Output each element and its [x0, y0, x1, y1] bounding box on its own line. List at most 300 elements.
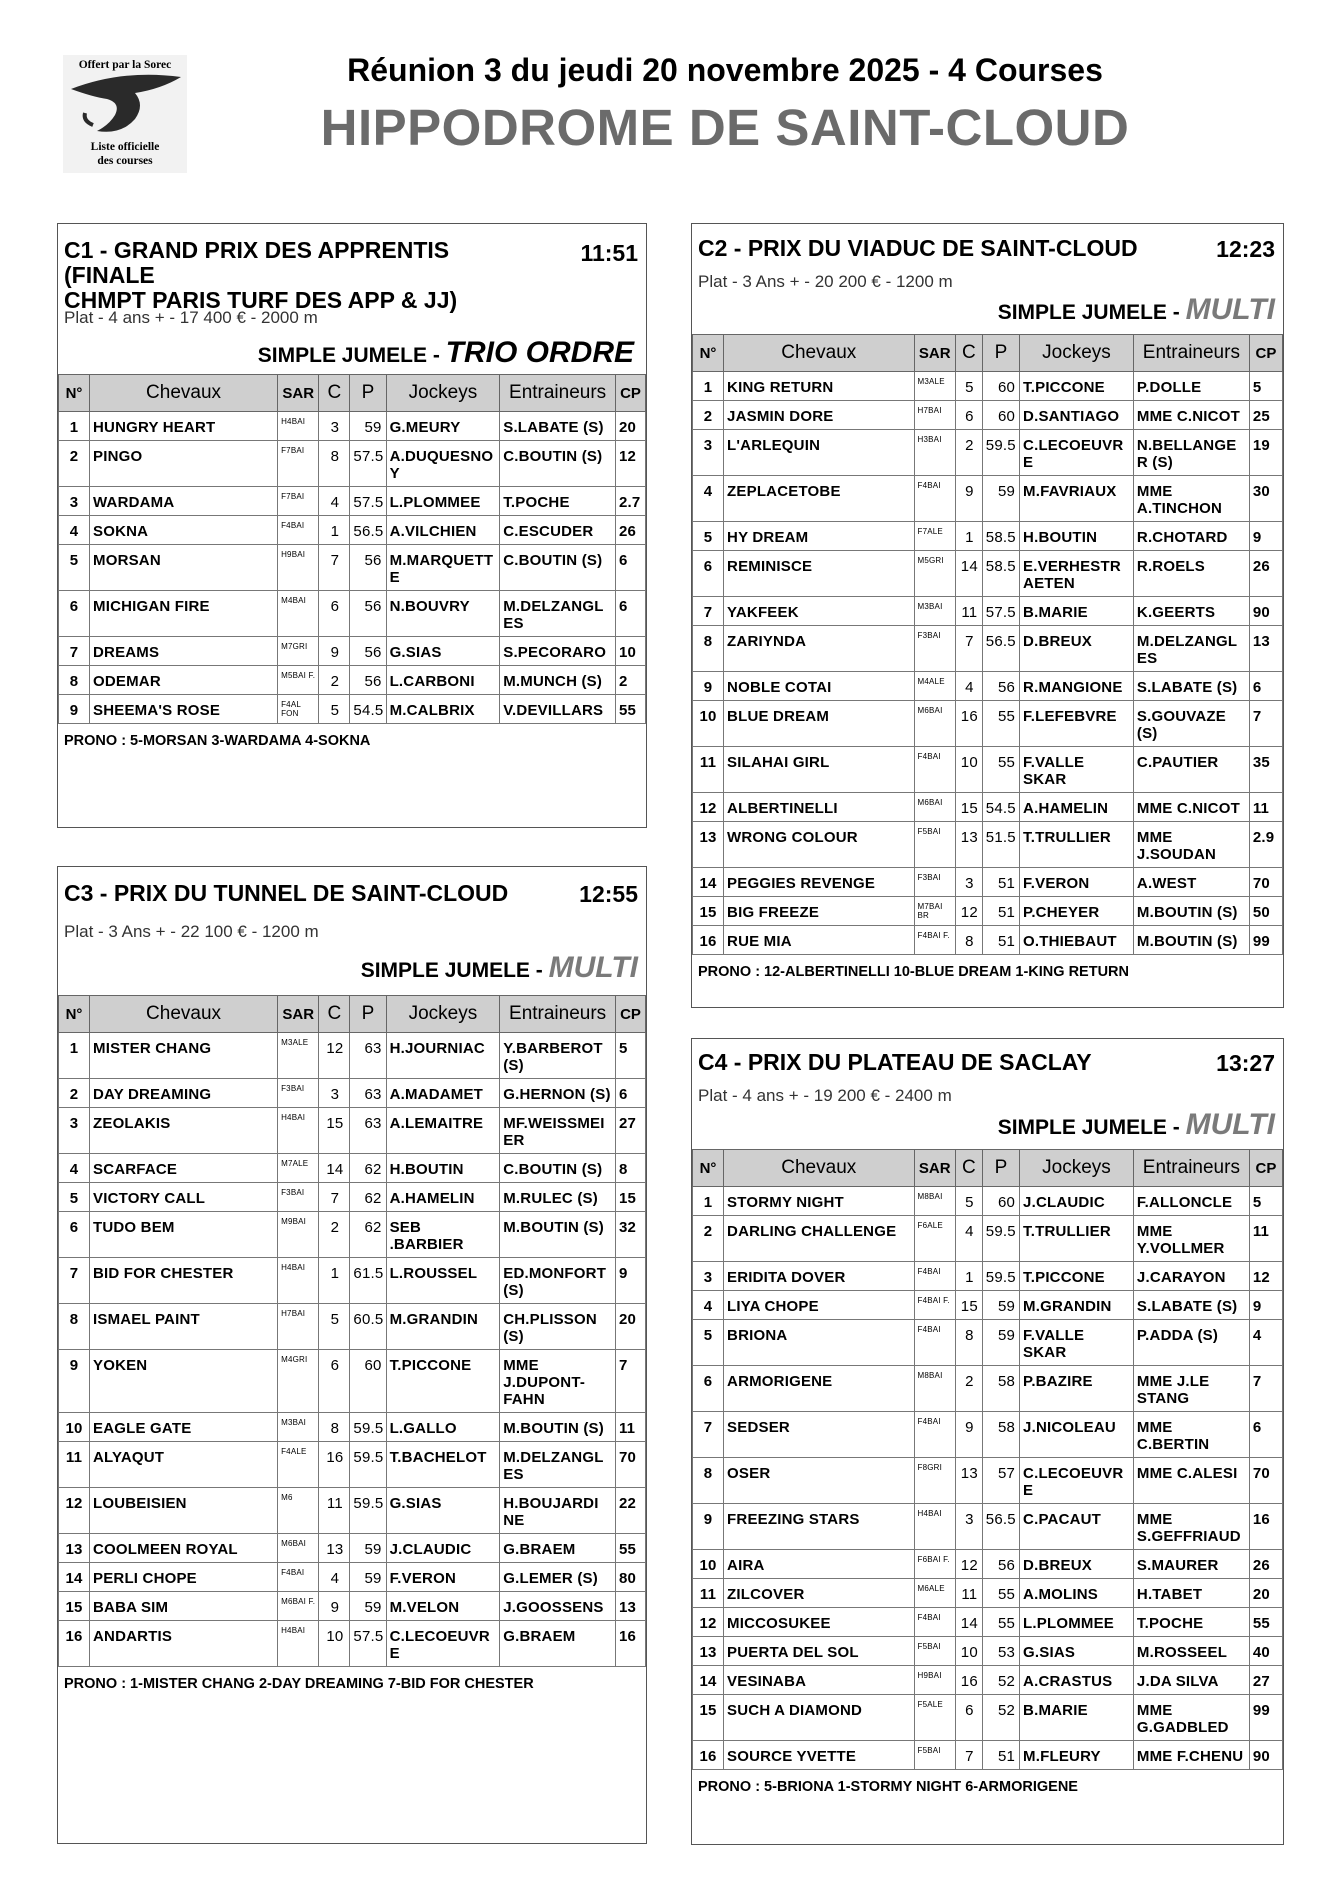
- col-trainer: Entraineurs: [500, 375, 616, 412]
- table-row: [59, 1108, 646, 1154]
- jockey-name: P.BAZIRE: [1020, 1366, 1134, 1412]
- table-row: [59, 1534, 646, 1563]
- runner-number: 12: [693, 793, 724, 822]
- jockey-name: F.VALLE SKAR: [1020, 747, 1134, 793]
- trainer-name: S.MAURER: [1133, 1550, 1249, 1579]
- horse-name: STORMY NIGHT: [724, 1187, 914, 1216]
- jockey-name: M.GRANDIN: [386, 1304, 500, 1350]
- table-row: [693, 522, 1283, 551]
- col-horse: Chevaux: [724, 335, 914, 372]
- runner-draw: 11: [955, 597, 982, 626]
- runner-draw: 8: [955, 926, 982, 955]
- runner-number: 9: [693, 672, 724, 701]
- runner-number: 1: [59, 1033, 90, 1079]
- trainer-name: S.LABATE (S): [1133, 1291, 1249, 1320]
- runner-odds: 20: [1249, 1579, 1282, 1608]
- runner-odds: 7: [1249, 701, 1282, 747]
- race-title: C3 - PRIX DU TUNNEL DE SAINT-CLOUD: [64, 880, 509, 906]
- runner-weight: 59: [982, 1291, 1019, 1320]
- runner-draw: 3: [955, 1504, 982, 1550]
- table-row: [693, 1695, 1283, 1741]
- col-trainer: Entraineurs: [500, 996, 616, 1033]
- runner-sar: F4BAI: [914, 1320, 955, 1366]
- col-horse: Chevaux: [90, 375, 278, 412]
- runner-draw: 9: [955, 1412, 982, 1458]
- runner-weight: 55: [982, 747, 1019, 793]
- runner-odds: 15: [615, 1183, 645, 1212]
- runner-draw: 6: [319, 1350, 350, 1413]
- col-horse: Chevaux: [90, 996, 278, 1033]
- runner-odds: 6: [615, 1079, 645, 1108]
- runner-weight: 61.5: [350, 1258, 386, 1304]
- runner-sar: F4BAI: [914, 1608, 955, 1637]
- trainer-name: MME J.SOUDAN: [1133, 822, 1249, 868]
- horse-name: SILAHAI GIRL: [724, 747, 914, 793]
- runner-sar: H7BAI: [278, 1304, 319, 1350]
- table-row: [693, 430, 1283, 476]
- jockey-name: A.VILCHIEN: [386, 516, 500, 545]
- runner-odds: 55: [615, 1534, 645, 1563]
- runner-odds: 11: [1249, 793, 1282, 822]
- col-c: C: [319, 375, 350, 412]
- jockey-name: G.SIAS: [386, 1488, 500, 1534]
- runner-odds: 2.9: [1249, 822, 1282, 868]
- runner-number: 14: [693, 868, 724, 897]
- runners-table: [58, 995, 646, 1667]
- runner-weight: 62: [350, 1212, 386, 1258]
- jockey-name: O.THIEBAUT: [1020, 926, 1134, 955]
- sorec-logo: [63, 55, 187, 173]
- runner-weight: 56: [350, 545, 386, 591]
- runner-sar: H4BAI: [914, 1504, 955, 1550]
- runner-weight: 63: [350, 1108, 386, 1154]
- table-row: [59, 516, 646, 545]
- bet-line: [998, 1108, 1275, 1142]
- runner-draw: 5: [955, 1187, 982, 1216]
- table-row: [693, 793, 1283, 822]
- prono: PRONO : 12-ALBERTINELLI 10-BLUE DREAM 1-KING RETURN: [698, 964, 1129, 980]
- runner-number: 1: [693, 372, 724, 401]
- table-row: [693, 1741, 1283, 1770]
- prono: PRONO : 1-MISTER CHANG 2-DAY DREAMING 7-BID FOR CHESTER: [64, 1676, 534, 1692]
- runner-number: 13: [693, 822, 724, 868]
- runner-draw: 14: [955, 551, 982, 597]
- runner-weight: 59: [982, 1320, 1019, 1366]
- horse-name: YOKEN: [90, 1350, 278, 1413]
- col-p: P: [982, 1150, 1019, 1187]
- runner-weight: 59.5: [982, 430, 1019, 476]
- runner-number: 4: [693, 476, 724, 522]
- trainer-name: MME J.DUPONT-FAHN: [500, 1350, 616, 1413]
- table-row: [59, 1033, 646, 1079]
- table-row: [59, 1413, 646, 1442]
- horse-name: BRIONA: [724, 1320, 914, 1366]
- runner-draw: 10: [955, 1637, 982, 1666]
- horse-name: BLUE DREAM: [724, 701, 914, 747]
- jockey-name: G.SIAS: [1020, 1637, 1134, 1666]
- runner-odds: 99: [1249, 1695, 1282, 1741]
- runner-sar: M7ALE: [278, 1154, 319, 1183]
- runner-number: 16: [693, 926, 724, 955]
- trainer-name: M.DELZANGL ES: [500, 591, 616, 637]
- runner-sar: M8BAI: [914, 1187, 955, 1216]
- runner-weight: 56: [982, 1550, 1019, 1579]
- runner-draw: 11: [319, 1488, 350, 1534]
- jockey-name: T.PICCONE: [386, 1350, 500, 1413]
- runner-number: 14: [693, 1666, 724, 1695]
- trainer-name: J.CARAYON: [1133, 1262, 1249, 1291]
- runner-draw: 15: [319, 1108, 350, 1154]
- trainer-name: S.LABATE (S): [500, 412, 616, 441]
- runner-weight: 59.5: [350, 1413, 386, 1442]
- runner-sar: M4GRI: [278, 1350, 319, 1413]
- horse-name: MORSAN: [90, 545, 278, 591]
- runner-weight: 58.5: [982, 551, 1019, 597]
- trainer-name: M.DELZANGL ES: [1133, 626, 1249, 672]
- jockey-name: E.VERHESTR AETEN: [1020, 551, 1134, 597]
- runner-number: 6: [59, 1212, 90, 1258]
- trainer-name: T.POCHE: [500, 487, 616, 516]
- runner-draw: 9: [955, 476, 982, 522]
- trainer-name: M.RULEC (S): [500, 1183, 616, 1212]
- runner-sar: M3BAI: [278, 1413, 319, 1442]
- col-jockey: Jockeys: [386, 375, 500, 412]
- runner-draw: 15: [955, 1291, 982, 1320]
- runner-odds: 16: [615, 1621, 645, 1667]
- table-row: [59, 637, 646, 666]
- jockey-name: C.LECOEUVR E: [1020, 1458, 1134, 1504]
- horse-name: PEGGIES REVENGE: [724, 868, 914, 897]
- jockey-name: D.BREUX: [1020, 626, 1134, 672]
- trainer-name: MME C.NICOT: [1133, 793, 1249, 822]
- runner-sar: H9BAI: [914, 1666, 955, 1695]
- table-row: [693, 1458, 1283, 1504]
- table-header-row: [693, 335, 1283, 372]
- trainer-name: S.GOUVAZE (S): [1133, 701, 1249, 747]
- col-num: N°: [59, 375, 90, 412]
- race-c3: [57, 866, 647, 1844]
- runner-weight: 55: [982, 701, 1019, 747]
- runner-number: 3: [59, 487, 90, 516]
- jockey-name: D.BREUX: [1020, 1550, 1134, 1579]
- table-row: [693, 1579, 1283, 1608]
- runner-sar: F4BAI F.: [914, 1291, 955, 1320]
- horse-name: NOBLE COTAI: [724, 672, 914, 701]
- bet-kind: MULTI: [548, 951, 638, 984]
- horse-name: ANDARTIS: [90, 1621, 278, 1667]
- runner-sar: F3BAI: [278, 1183, 319, 1212]
- jockey-name: L.ROUSSEL: [386, 1258, 500, 1304]
- table-row: [59, 487, 646, 516]
- runner-odds: 4: [1249, 1320, 1282, 1366]
- race-time: 12:55: [579, 881, 638, 907]
- trainer-name: MME J.LE STANG: [1133, 1366, 1249, 1412]
- runner-odds: 26: [1249, 1550, 1282, 1579]
- table-row: [59, 1350, 646, 1413]
- jockey-name: T.PICCONE: [1020, 1262, 1134, 1291]
- table-row: [59, 1154, 646, 1183]
- runner-draw: 5: [955, 372, 982, 401]
- race-title: [64, 238, 534, 313]
- table-row: [693, 822, 1283, 868]
- runner-sar: M6BAI: [914, 701, 955, 747]
- runner-weight: 59: [350, 1592, 386, 1621]
- runner-number: 16: [693, 1741, 724, 1770]
- runner-number: 13: [59, 1534, 90, 1563]
- horse-name: DAY DREAMING: [90, 1079, 278, 1108]
- runner-odds: 26: [1249, 551, 1282, 597]
- runner-sar: F4BAI: [278, 1563, 319, 1592]
- table-header-row: [59, 375, 646, 412]
- runner-weight: 51: [982, 868, 1019, 897]
- trainer-name: M.DELZANGL ES: [500, 1442, 616, 1488]
- horse-name: REMINISCE: [724, 551, 914, 597]
- runner-weight: 60: [982, 401, 1019, 430]
- runner-sar: F7ALE: [914, 522, 955, 551]
- runner-odds: 70: [1249, 868, 1282, 897]
- horse-name: PERLI CHOPE: [90, 1563, 278, 1592]
- runner-number: 2: [693, 1216, 724, 1262]
- runner-odds: 55: [1249, 1608, 1282, 1637]
- runner-sar: F4BAI: [914, 476, 955, 522]
- table-row: [693, 1216, 1283, 1262]
- runner-weight: 59: [350, 412, 386, 441]
- runner-draw: 12: [955, 1550, 982, 1579]
- jockey-name: L.PLOMMEE: [386, 487, 500, 516]
- trainer-name: N.BELLANGE R (S): [1133, 430, 1249, 476]
- race-c4: [691, 1038, 1284, 1845]
- runner-number: 9: [59, 695, 90, 724]
- trainer-name: G.BRAEM: [500, 1621, 616, 1667]
- runner-draw: 5: [319, 1304, 350, 1350]
- runner-number: 4: [693, 1291, 724, 1320]
- jockey-name: N.BOUVRY: [386, 591, 500, 637]
- runner-odds: 13: [615, 1592, 645, 1621]
- table-row: [693, 747, 1283, 793]
- bet-simple: SIMPLE JUMELE -: [997, 301, 1186, 324]
- runner-odds: 30: [1249, 476, 1282, 522]
- horse-name: MICCOSUKEE: [724, 1608, 914, 1637]
- runner-draw: 9: [319, 1592, 350, 1621]
- runner-odds: 9: [615, 1258, 645, 1304]
- runner-weight: 58: [982, 1412, 1019, 1458]
- trainer-name: MME C.ALESI: [1133, 1458, 1249, 1504]
- runner-draw: 16: [319, 1442, 350, 1488]
- horse-name: SOKNA: [90, 516, 278, 545]
- runner-sar: M3ALE: [914, 372, 955, 401]
- runner-draw: 4: [955, 672, 982, 701]
- runners-body: [59, 1033, 646, 1667]
- trainer-name: M.ROSSEEL: [1133, 1637, 1249, 1666]
- runner-number: 11: [693, 747, 724, 793]
- col-c: C: [955, 1150, 982, 1187]
- runner-odds: 5: [1249, 1187, 1282, 1216]
- runner-number: 2: [59, 441, 90, 487]
- runner-number: 5: [693, 1320, 724, 1366]
- runner-odds: 2.7: [615, 487, 645, 516]
- horse-name: OSER: [724, 1458, 914, 1504]
- runner-weight: 62: [350, 1154, 386, 1183]
- horse-name: MICHIGAN FIRE: [90, 591, 278, 637]
- runner-odds: 5: [1249, 372, 1282, 401]
- runner-sar: F4BAI: [278, 516, 319, 545]
- runner-sar: H4BAI: [278, 1108, 319, 1154]
- runner-sar: F4BAI: [914, 1412, 955, 1458]
- trainer-name: G.BRAEM: [500, 1534, 616, 1563]
- runner-weight: 54.5: [982, 793, 1019, 822]
- runner-sar: F5ALE: [914, 1695, 955, 1741]
- runner-odds: 7: [1249, 1366, 1282, 1412]
- bet-line: [361, 951, 638, 985]
- horse-name: KING RETURN: [724, 372, 914, 401]
- trainer-name: H.BOUJARDI NE: [500, 1488, 616, 1534]
- runner-weight: 60: [982, 1187, 1019, 1216]
- table-row: [693, 1320, 1283, 1366]
- horse-name: YAKFEEK: [724, 597, 914, 626]
- horse-name: SUCH A DIAMOND: [724, 1695, 914, 1741]
- runner-odds: 55: [615, 695, 645, 724]
- runners-body: [693, 1187, 1283, 1770]
- jockey-name: M.MARQUETT E: [386, 545, 500, 591]
- runner-odds: 20: [615, 412, 645, 441]
- table-row: [59, 1212, 646, 1258]
- runner-odds: 90: [1249, 597, 1282, 626]
- runner-sar: M4ALE: [914, 672, 955, 701]
- bet-kind: TRIO ORDRE: [445, 336, 634, 369]
- jockey-name: M.GRANDIN: [1020, 1291, 1134, 1320]
- runner-draw: 5: [319, 695, 350, 724]
- runner-weight: 60: [982, 372, 1019, 401]
- trainer-name: C.BOUTIN (S): [500, 545, 616, 591]
- prono: PRONO : 5-BRIONA 1-STORMY NIGHT 6-ARMORIGENE: [698, 1779, 1078, 1795]
- race-time: 12:23: [1216, 236, 1275, 262]
- horse-name: SCARFACE: [90, 1154, 278, 1183]
- runners-body: [693, 372, 1283, 955]
- runner-sar: M3ALE: [278, 1033, 319, 1079]
- horse-name: EAGLE GATE: [90, 1413, 278, 1442]
- runner-draw: 8: [319, 1413, 350, 1442]
- runner-draw: 15: [955, 793, 982, 822]
- table-row: [59, 1304, 646, 1350]
- horse-name: WARDAMA: [90, 487, 278, 516]
- runner-weight: 60: [350, 1350, 386, 1413]
- table-row: [693, 926, 1283, 955]
- runner-weight: 52: [982, 1695, 1019, 1741]
- runner-odds: 11: [615, 1413, 645, 1442]
- runner-weight: 54.5: [350, 695, 386, 724]
- horse-name: ISMAEL PAINT: [90, 1304, 278, 1350]
- table-row: [59, 1621, 646, 1667]
- runner-weight: 56: [350, 591, 386, 637]
- horse-name: HY DREAM: [724, 522, 914, 551]
- runner-odds: 25: [1249, 401, 1282, 430]
- jockey-name: A.HAMELIN: [1020, 793, 1134, 822]
- runner-weight: 56.5: [350, 516, 386, 545]
- runner-draw: 1: [319, 516, 350, 545]
- runner-draw: 2: [955, 430, 982, 476]
- jockey-name: A.MADAMET: [386, 1079, 500, 1108]
- bet-kind: MULTI: [1185, 293, 1275, 326]
- horse-name: BID FOR CHESTER: [90, 1258, 278, 1304]
- race-info: Plat - 4 ans + - 17 400 € - 2000 m: [64, 308, 318, 327]
- trainer-name: P.ADDA (S): [1133, 1320, 1249, 1366]
- runner-draw: 14: [955, 1608, 982, 1637]
- table-row: [59, 412, 646, 441]
- horse-name: LIYA CHOPE: [724, 1291, 914, 1320]
- trainer-name: C.PAUTIER: [1133, 747, 1249, 793]
- runner-number: 6: [59, 591, 90, 637]
- runner-number: 5: [59, 1183, 90, 1212]
- runner-sar: F6BAI F.: [914, 1550, 955, 1579]
- runner-number: 3: [693, 1262, 724, 1291]
- runner-draw: 3: [319, 1079, 350, 1108]
- runner-sar: F5BAI: [914, 1637, 955, 1666]
- runner-weight: 59: [982, 476, 1019, 522]
- horse-name: ARMORIGENE: [724, 1366, 914, 1412]
- runner-draw: 16: [955, 1666, 982, 1695]
- runner-sar: M7BAI BR: [914, 897, 955, 926]
- runner-odds: 2: [615, 666, 645, 695]
- runner-number: 5: [59, 545, 90, 591]
- horse-name: ZEPLACETOBE: [724, 476, 914, 522]
- runner-number: 10: [693, 1550, 724, 1579]
- runners-body: [59, 412, 646, 724]
- runner-sar: H4BAI: [278, 1258, 319, 1304]
- horse-name: ZEOLAKIS: [90, 1108, 278, 1154]
- runner-weight: 56.5: [982, 626, 1019, 672]
- trainer-name: P.DOLLE: [1133, 372, 1249, 401]
- col-cp: CP: [1249, 335, 1282, 372]
- jockey-name: J.NICOLEAU: [1020, 1412, 1134, 1458]
- horse-name: AIRA: [724, 1550, 914, 1579]
- jockey-name: A.CRASTUS: [1020, 1666, 1134, 1695]
- runner-draw: 2: [319, 666, 350, 695]
- trainer-name: C.ESCUDER: [500, 516, 616, 545]
- col-horse: Chevaux: [724, 1150, 914, 1187]
- runner-sar: F3BAI: [278, 1079, 319, 1108]
- runner-draw: 12: [955, 897, 982, 926]
- runner-weight: 53: [982, 1637, 1019, 1666]
- runner-weight: 58.5: [982, 522, 1019, 551]
- jockey-name: A.LEMAITRE: [386, 1108, 500, 1154]
- horse-name: SEDSER: [724, 1412, 914, 1458]
- runner-number: 8: [59, 1304, 90, 1350]
- runner-odds: 27: [615, 1108, 645, 1154]
- jockey-name: C.PACAUT: [1020, 1504, 1134, 1550]
- runner-number: 8: [693, 626, 724, 672]
- runner-sar: F4ALE: [278, 1442, 319, 1488]
- runner-sar: M6ALE: [914, 1579, 955, 1608]
- jockey-name: L.GALLO: [386, 1413, 500, 1442]
- runner-odds: 16: [1249, 1504, 1282, 1550]
- col-trainer: Entraineurs: [1133, 335, 1249, 372]
- table-header-row: [59, 996, 646, 1033]
- horse-name: RUE MIA: [724, 926, 914, 955]
- runner-weight: 62: [350, 1183, 386, 1212]
- table-row: [59, 666, 646, 695]
- trainer-name: H.TABET: [1133, 1579, 1249, 1608]
- racecourse-title: HIPPODROME DE SAINT-CLOUD: [320, 99, 1130, 156]
- runner-draw: 11: [955, 1579, 982, 1608]
- runner-draw: 9: [319, 637, 350, 666]
- runner-number: 7: [59, 1258, 90, 1304]
- runner-sar: F4BAI F.: [914, 926, 955, 955]
- runner-weight: 59: [350, 1534, 386, 1563]
- runner-sar: M9BAI: [278, 1212, 319, 1258]
- jockey-name: D.SANTIAGO: [1020, 401, 1134, 430]
- runner-odds: 70: [615, 1442, 645, 1488]
- runner-draw: 4: [955, 1216, 982, 1262]
